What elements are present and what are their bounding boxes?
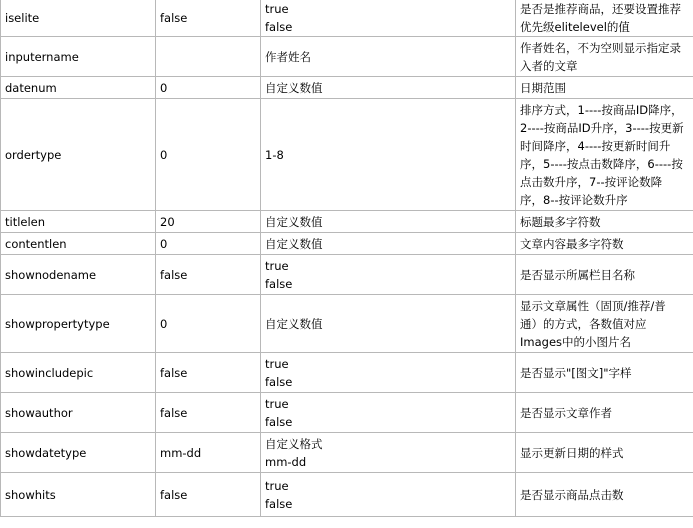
param-values-cell	[261, 255, 516, 295]
param-default-cell: mm-dd	[156, 433, 261, 473]
param-name-cell: showpropertytype	[1, 295, 156, 353]
param-value-line: true	[265, 478, 289, 493]
param-description-line: 是否显示文章作者	[520, 405, 612, 420]
param-description-line: 文章内容最多字符数	[520, 236, 624, 251]
param-value-line: false	[265, 19, 293, 34]
param-description-line: 入者的文章	[520, 58, 578, 73]
param-description-cell	[516, 295, 693, 353]
param-value-line: true	[265, 356, 289, 371]
param-description-line: 是否显示所属栏目名称	[520, 267, 635, 282]
param-description-cell	[516, 99, 693, 211]
table-row	[1, 37, 693, 77]
param-value-line: false	[265, 496, 293, 511]
param-values-cell	[261, 77, 516, 99]
param-description-cell	[516, 233, 693, 255]
param-value-line: false	[265, 276, 293, 291]
param-values-cell	[261, 99, 516, 211]
param-value-line: true	[265, 396, 289, 411]
param-description-line: 标题最多字符数	[520, 214, 601, 229]
table-row	[1, 233, 693, 255]
param-default-cell: 0	[156, 77, 261, 99]
param-default-cell: false	[156, 0, 261, 37]
param-values-cell	[261, 473, 516, 517]
table-row	[1, 433, 693, 473]
param-description-line: 是否显示商品点击数	[520, 487, 624, 502]
param-description-line: Images中的小图片名	[520, 334, 632, 349]
param-default-cell: false	[156, 393, 261, 433]
param-description-cell	[516, 393, 693, 433]
param-description-cell	[516, 255, 693, 295]
param-value-line: 自定义数值	[265, 214, 323, 229]
param-description-line: 序，5----按点击数降序，6----按	[520, 156, 683, 171]
param-description-cell	[516, 77, 693, 99]
param-values-cell	[261, 233, 516, 255]
param-description-cell	[516, 37, 693, 77]
param-default-cell: 20	[156, 211, 261, 233]
param-value-line: true	[265, 1, 289, 16]
param-description-line: 显示文章属性（固顶/推荐/普	[520, 298, 666, 313]
table-row	[1, 77, 693, 99]
param-default-cell: false	[156, 255, 261, 295]
param-values-cell	[261, 211, 516, 233]
table-row	[1, 295, 693, 353]
param-name-cell: showdatetype	[1, 433, 156, 473]
param-description-line: 时间降序，4----按更新时间升	[520, 138, 671, 153]
param-description-line: 显示更新日期的样式	[520, 445, 624, 460]
param-value-line: 自定义数值	[265, 80, 323, 95]
table-row	[1, 255, 693, 295]
param-description-cell	[516, 0, 693, 37]
param-default-cell: 0	[156, 99, 261, 211]
table-row	[1, 211, 693, 233]
table-row	[1, 99, 693, 211]
param-name-cell: showhits	[1, 473, 156, 517]
table-row	[1, 473, 693, 517]
param-value-line: false	[265, 374, 293, 389]
param-name-cell: iselite	[1, 0, 156, 37]
param-description-line: 作者姓名，不为空则显示指定录	[520, 40, 681, 55]
param-name-cell: datenum	[1, 77, 156, 99]
param-description-line: 序，8--按评论数升序	[520, 192, 628, 207]
param-value-line: true	[265, 258, 289, 273]
param-description-line: 日期范围	[520, 80, 566, 95]
param-values-cell	[261, 0, 516, 37]
param-description-cell	[516, 473, 693, 517]
param-values-cell	[261, 433, 516, 473]
param-name-cell: shownodename	[1, 255, 156, 295]
param-value-line: 自定义数值	[265, 236, 323, 251]
param-default-cell: false	[156, 473, 261, 517]
param-value-line: 自定义格式	[265, 436, 323, 451]
param-name-cell: titlelen	[1, 211, 156, 233]
param-description-cell	[516, 211, 693, 233]
param-values-cell	[261, 295, 516, 353]
param-default-cell: false	[156, 353, 261, 393]
parameter-table-body	[1, 0, 693, 517]
param-description-line: 点击数升序，7--按评论数降	[520, 174, 663, 189]
param-value-line: false	[265, 414, 293, 429]
param-name-cell: showincludepic	[1, 353, 156, 393]
param-description-line: 是否是推荐商品，还要设置推荐	[520, 1, 681, 16]
param-description-line: 优先级elitelevel的值	[520, 19, 630, 34]
param-value-line: 自定义数值	[265, 316, 323, 331]
param-default-cell: 0	[156, 233, 261, 255]
param-name-cell: contentlen	[1, 233, 156, 255]
table-row	[1, 0, 693, 37]
param-values-cell	[261, 37, 516, 77]
table-row	[1, 353, 693, 393]
param-description-cell	[516, 353, 693, 393]
table-row	[1, 393, 693, 433]
param-default-cell	[156, 37, 261, 77]
param-description-line: 排序方式，1----按商品ID降序，	[520, 102, 683, 117]
param-values-cell	[261, 353, 516, 393]
param-default-cell: 0	[156, 295, 261, 353]
param-values-cell	[261, 393, 516, 433]
param-description-line: 通）的方式，各数值对应	[520, 316, 647, 331]
param-value-line: mm-dd	[265, 454, 307, 469]
param-value-line: 1-8	[265, 147, 284, 162]
param-name-cell: showauthor	[1, 393, 156, 433]
param-value-line: 作者姓名	[265, 49, 311, 64]
param-description-cell	[516, 433, 693, 473]
param-description-line: 是否显示"[图文]"字样	[520, 365, 632, 380]
param-description-line: 2----按商品ID升序，3----按更新	[520, 120, 684, 135]
param-name-cell: inputername	[1, 37, 156, 77]
param-name-cell: ordertype	[1, 99, 156, 211]
